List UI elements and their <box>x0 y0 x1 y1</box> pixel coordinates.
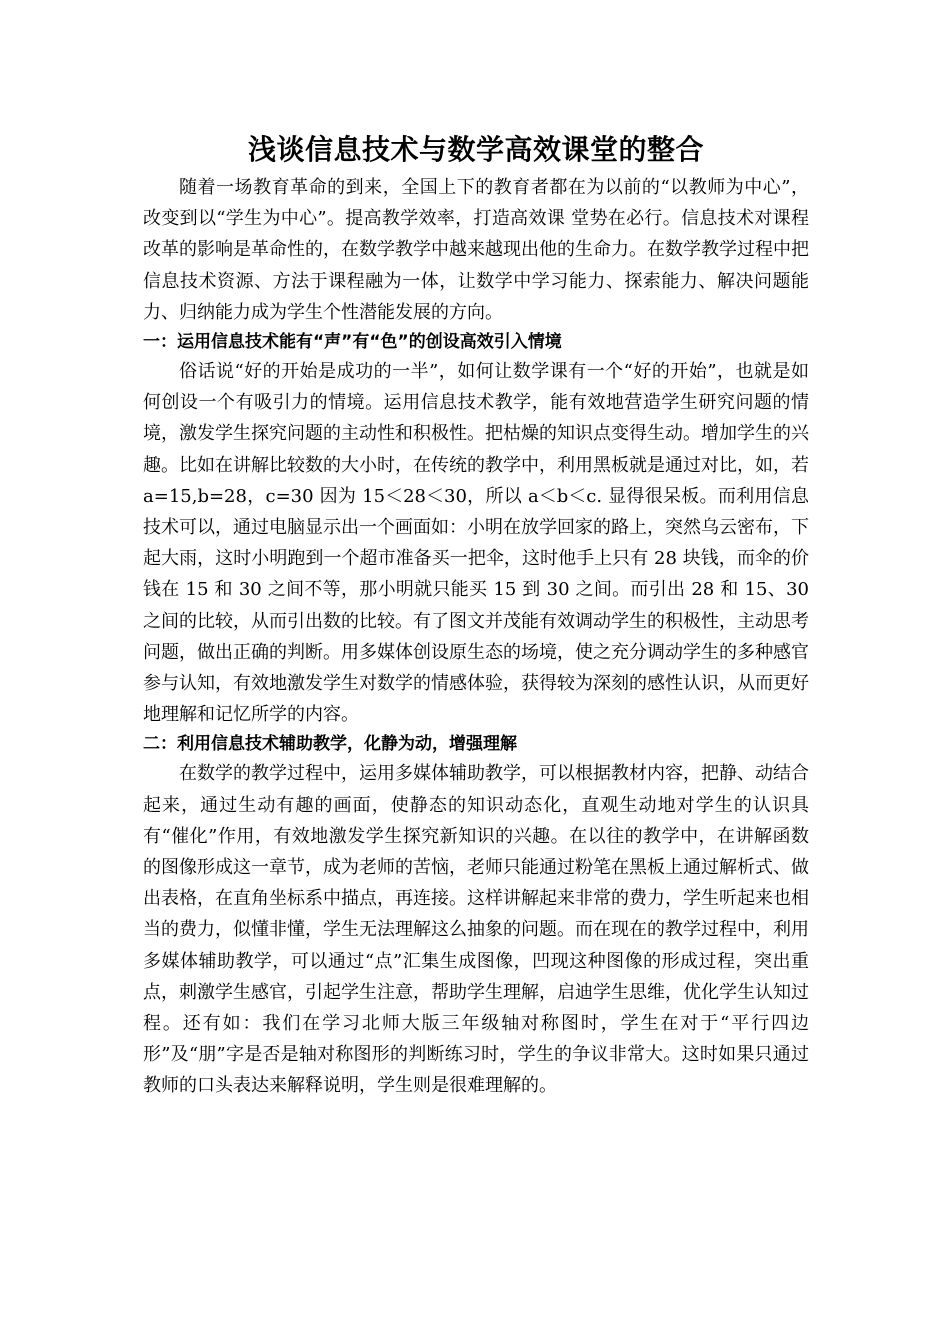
section-1-heading: 一：运用信息技术能有“声”有“色”的创设高效引入情境 <box>143 332 562 353</box>
section-2-heading: 二：利用信息技术辅助教学，化静为动，增强理解 <box>143 734 517 755</box>
section-2-body: 在数学的教学过程中，运用多媒体辅助教学，可以根据教材内容，把静、动结合起来，通过生动有趣的画面，使静态的知识动态化，直观生动地对学生的认识具有“催化”作用，有效地激发学生探究新知识的兴趣。在以往的教学中，在讲解函数的图像形成这一章节，成为老师的苦恼，老师只能通过粉笔在黑板上通过解析式、做出表格，在直角坐标系中描点，再连接。这样讲解起来非常的费力，学生听起来也相当的费力，似懂非懂，学生无法理解这么抽象的问题。而在现在的教学过程中，利用多媒体辅助教学，可以通过“点”汇集生成图像，凹现这种图像的形成过程，突出重点，刺激学生感官，引起学生注意，帮助学生理解，启迪学生思维，优化学生认知过程。还有如：我们在学习北师大版三年级轴对称图时，学生在对于“平行四边形”及“朋”字是否是轴对称图形的判断练习时，学生的争议非常大。这时如果只通过教师的口头表达来解释说明，学生则是很难理解的。 <box>143 763 809 1097</box>
document-page <box>143 128 809 1102</box>
intro-paragraph: 随着一场教育革命的到来，全国上下的教育者都在为以前的“以教师为中心”，改变到以“学生为中心”。提高教学效率，打造高效课 堂势在必行。信息技术对课程改革的影响是革命性的，在数学教学中越来越现出他的生命力。在数学教学过程中把信息技术资源、方法于课程融为一体，让数学中学习能力、探索能力、解决问题能力、归纳能力成为学生个性潜能发展的方向。 <box>143 177 809 323</box>
section-1-body: 俗话说“好的开始是成功的一半”，如何让数学课有一个“好的开始”，也就是如何创设一个有吸引力的情境。运用信息技术教学，能有效地营造学生研究问题的情境，激发学生探究问题的主动性和积极性。把枯燥的知识点变得生动。增加学生的兴趣。比如在讲解比较数的大小时，在传统的教学中，利用黑板就是通过对比，如，若 a=15,b=28，c=30 因为 15＜28＜30，所以 a＜b＜c. 显得很呆板。而利用信息技术可以，通过电脑显示出一个画面如：小明在放学回家的路上，突然乌云密布，下起大雨，这时小明跑到一个超市准备买一把伞，这时他手上只有 28 块钱，而伞的价钱在 15 和 30 之间不等，那小明就只能买 15 到 30 之间。而引出 28 和 15、30 之间的比较，从而引出数的比较。有了图文并茂能有效调动学生的积极性，主动思考问题，做出正确的判断。用多媒体创设原生态的场境，使之充分调动学生的多种感官参与认知，有效地激发学生对数学的情感体验，获得较为深刻的感性认识，从而更好地理解和记忆所学的内容。 <box>143 361 809 726</box>
document-title: 浅谈信息技术与数学高效课堂的整合 <box>247 133 704 166</box>
section-2 <box>143 730 809 1101</box>
section-1 <box>143 328 809 730</box>
